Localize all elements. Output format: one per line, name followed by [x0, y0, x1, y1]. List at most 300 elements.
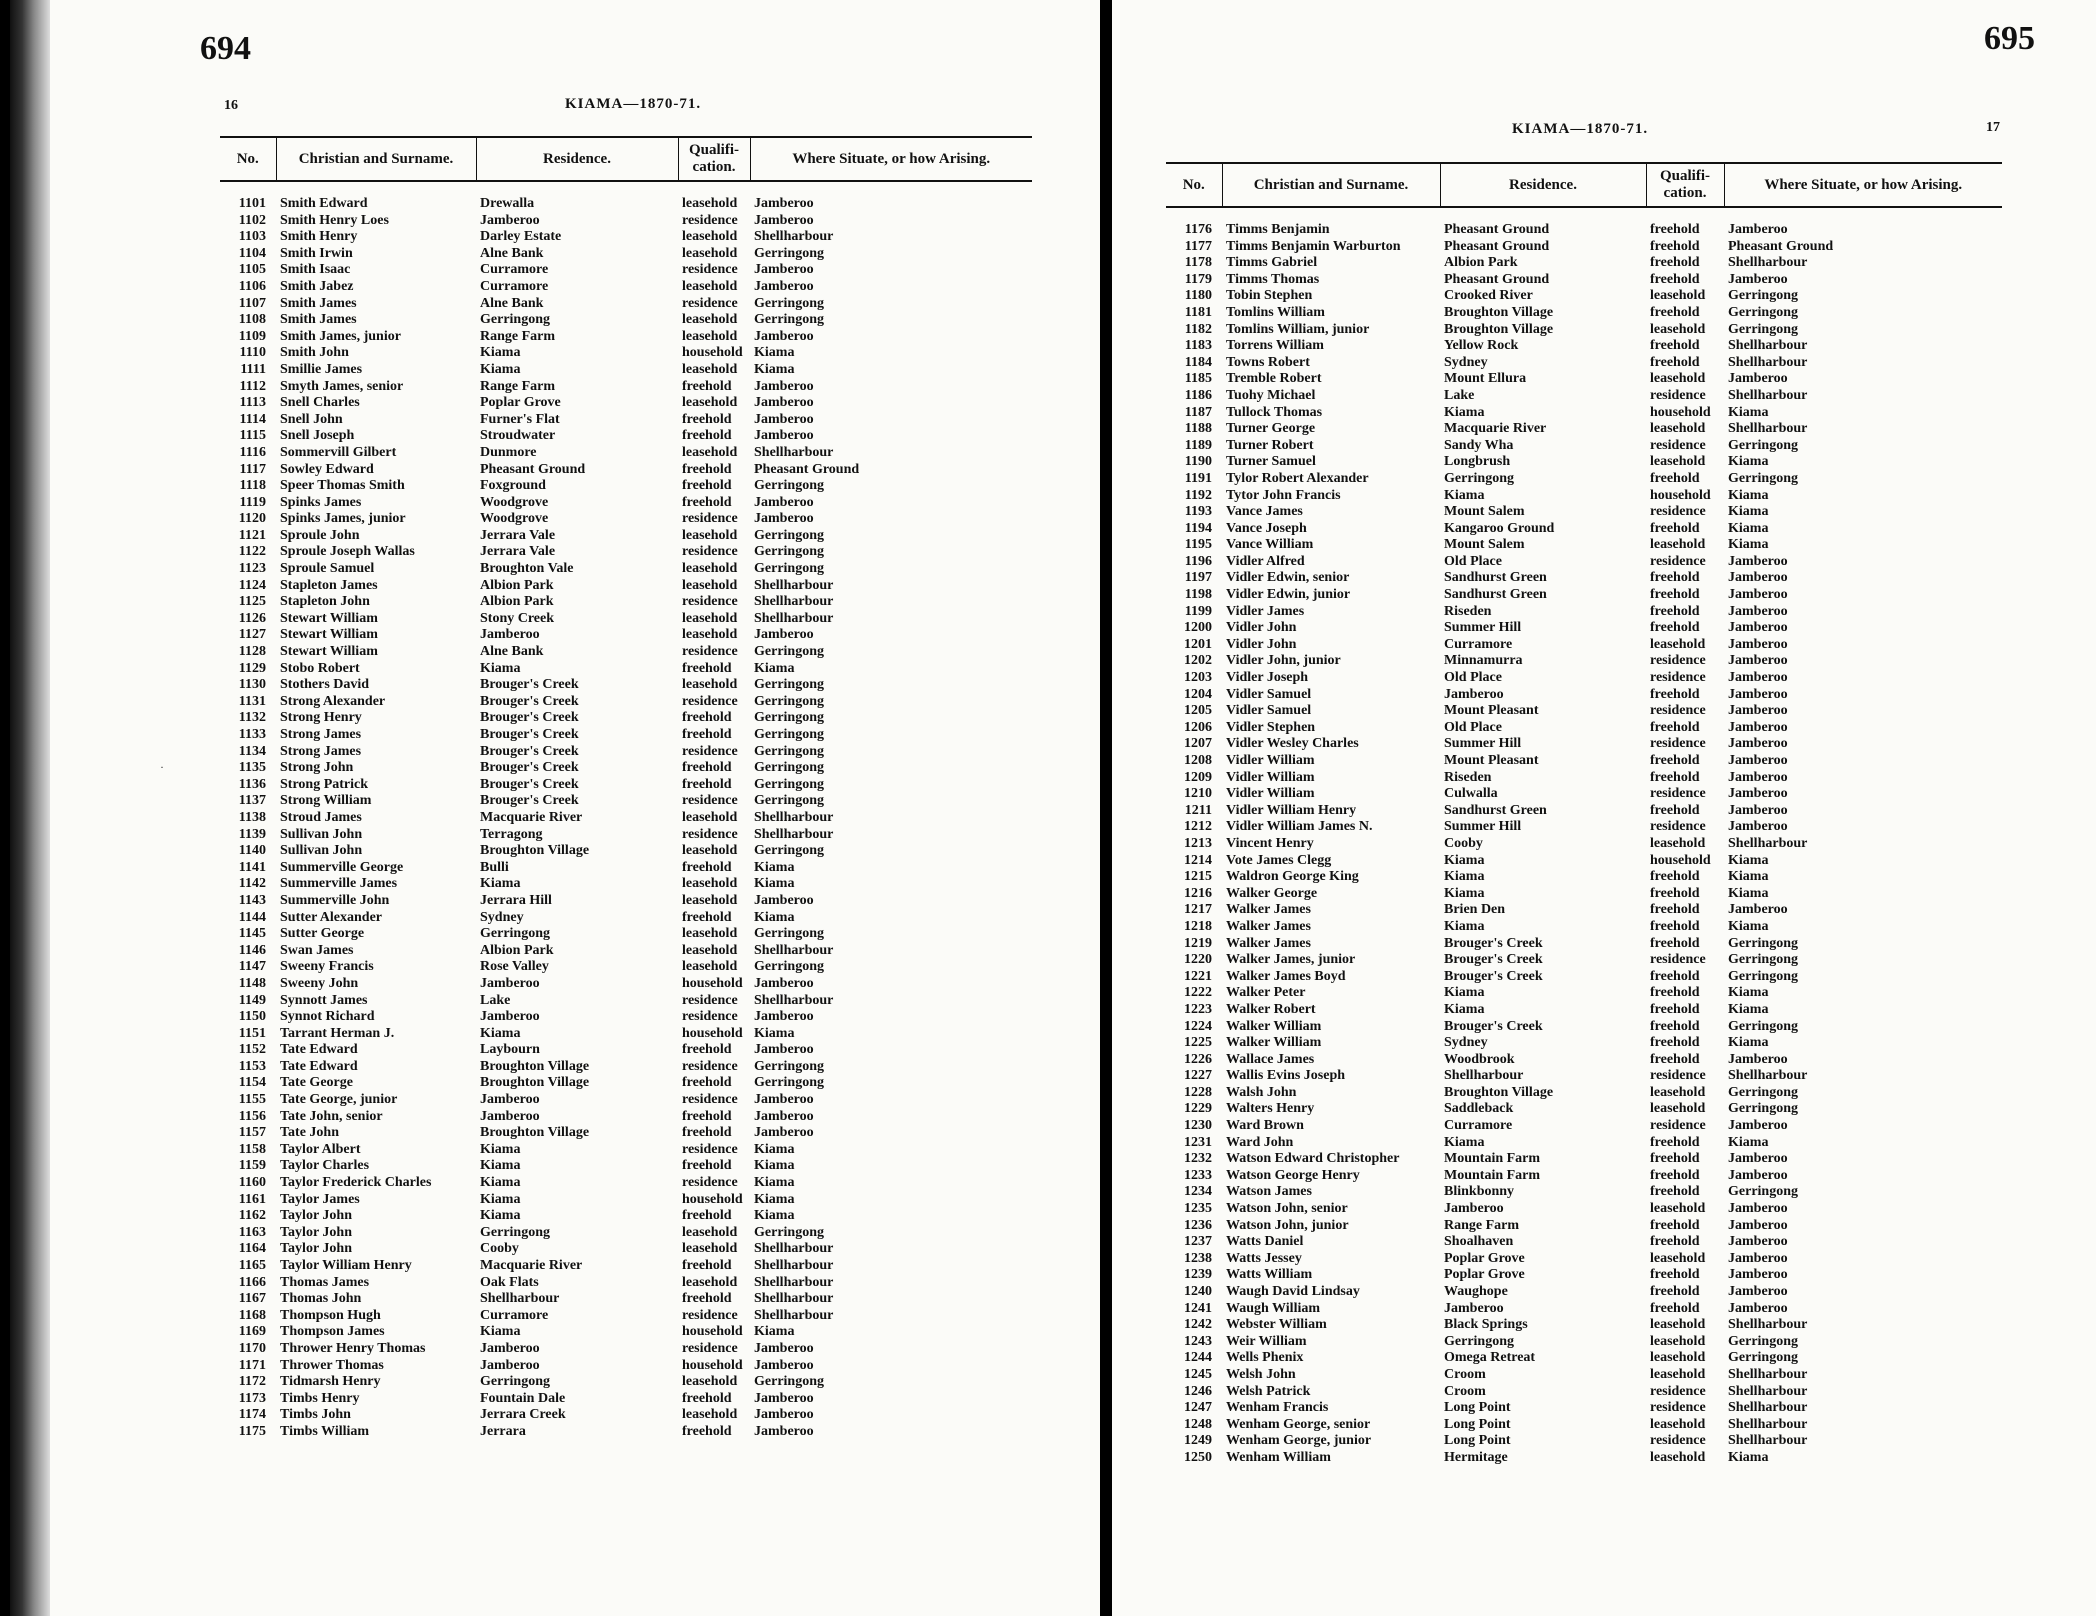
- table-row: [1166, 952, 2002, 969]
- entry-where-situate: Jamberoo: [754, 378, 814, 394]
- entry-name: Vidler William James N.: [1226, 819, 1373, 835]
- entry-qualification: residence: [682, 1340, 738, 1356]
- table-row: [1166, 1317, 2002, 1334]
- entry-residence: Gerringong: [480, 926, 550, 942]
- entry-name: Stewart William: [280, 610, 378, 626]
- entry-qualification: freehold: [682, 1158, 732, 1174]
- entry-residence: Brien Den: [1444, 902, 1506, 918]
- entry-number: 1160: [238, 1175, 266, 1191]
- entry-residence: Brouger's Creek: [1444, 1018, 1543, 1034]
- entry-qualification: residence: [1650, 1068, 1706, 1084]
- table-row: [220, 827, 1032, 844]
- entry-number: 1249: [1184, 1433, 1212, 1449]
- entry-qualification: residence: [682, 1141, 738, 1157]
- entry-residence: Summer Hill: [1444, 620, 1522, 636]
- table-row: [220, 1075, 1032, 1092]
- entry-residence: Cooby: [480, 1241, 519, 1257]
- entry-number: 1155: [238, 1092, 266, 1108]
- entry-number: 1125: [238, 594, 266, 610]
- entry-name: Ward Brown: [1226, 1118, 1304, 1134]
- entry-name: Sowley Edward: [280, 461, 374, 477]
- entry-name: Turner Robert: [1226, 437, 1314, 453]
- entry-where-situate: Gerringong: [754, 1058, 824, 1074]
- entry-residence: Fountain Dale: [480, 1390, 566, 1406]
- table-row: [220, 1407, 1032, 1424]
- table-row: [220, 428, 1032, 445]
- table-row: [220, 1391, 1032, 1408]
- entry-number: 1149: [238, 992, 266, 1008]
- entry-residence: Jerrara Creek: [480, 1407, 566, 1423]
- entry-number: 1171: [238, 1357, 266, 1373]
- entry-name: Vincent Henry: [1226, 835, 1314, 851]
- entry-where-situate: Jamberoo: [754, 196, 814, 211]
- entry-where-situate: Gerringong: [1728, 968, 1798, 984]
- entry-where-situate: Jamberoo: [1728, 222, 1788, 237]
- entry-name: Thomas John: [280, 1291, 362, 1307]
- entry-residence: Macquarie River: [1444, 421, 1547, 437]
- entry-where-situate: Kiama: [754, 1141, 795, 1157]
- entry-qualification: freehold: [1650, 1300, 1700, 1316]
- entry-where-situate: Kiama: [754, 909, 795, 925]
- table-row: [220, 329, 1032, 346]
- entry-number: 1153: [238, 1058, 266, 1074]
- entry-number: 1203: [1184, 670, 1212, 686]
- entry-qualification: leasehold: [1650, 1084, 1706, 1100]
- entry-residence: Mount Salem: [1444, 537, 1525, 553]
- entry-number: 1173: [238, 1390, 266, 1406]
- entry-residence: Jamberoo: [480, 212, 540, 228]
- entry-number: 1103: [238, 229, 266, 245]
- table-row: [1166, 886, 2002, 903]
- entry-name: Sutter Alexander: [280, 909, 383, 925]
- entry-qualification: freehold: [682, 1108, 732, 1124]
- entry-residence: Laybourn: [480, 1042, 540, 1058]
- entry-where-situate: Gerringong: [1728, 1184, 1798, 1200]
- entry-name: Wallace James: [1226, 1051, 1315, 1067]
- entry-qualification: residence: [1650, 786, 1706, 802]
- entry-where-situate: Jamberoo: [754, 1042, 814, 1058]
- entry-name: Watson James: [1226, 1184, 1312, 1200]
- entry-name: Thrower Henry Thomas: [280, 1340, 426, 1356]
- entry-number: 1142: [238, 876, 266, 892]
- entry-residence: Curramore: [1444, 636, 1513, 652]
- entry-residence: Brouger's Creek: [480, 776, 579, 792]
- entry-number: 1154: [238, 1075, 266, 1091]
- entry-qualification: leasehold: [1650, 1101, 1706, 1117]
- entry-residence: Jerrara Vale: [480, 544, 556, 560]
- entry-name: Smith Irwin: [280, 245, 353, 261]
- entry-qualification: leasehold: [682, 278, 738, 294]
- entry-number: 1135: [238, 760, 266, 776]
- entry-name: Waldron George King: [1226, 869, 1359, 885]
- entry-residence: Pheasant Ground: [1444, 222, 1550, 237]
- entry-number: 1231: [1184, 1134, 1212, 1150]
- table-row: [220, 312, 1032, 329]
- entry-where-situate: Jamberoo: [1728, 570, 1788, 586]
- entry-where-situate: Gerringong: [754, 743, 824, 759]
- table-row: [220, 1374, 1032, 1391]
- entry-number: 1234: [1184, 1184, 1212, 1200]
- entry-name: Smyth James, senior: [280, 378, 404, 394]
- entry-residence: Mount Pleasant: [1444, 753, 1539, 768]
- left-page: [10, 0, 1100, 1616]
- entry-name: Wenham William: [1226, 1449, 1331, 1465]
- entry-number: 1122: [238, 544, 266, 560]
- entry-residence: Brouger's Creek: [1444, 968, 1543, 984]
- table-row: [1166, 570, 2002, 587]
- entry-number: 1161: [238, 1191, 266, 1207]
- entry-number: 1144: [238, 909, 266, 925]
- table-row: [1166, 1234, 2002, 1251]
- entry-name: Wenham George, senior: [1226, 1416, 1371, 1432]
- entry-number: 1159: [238, 1158, 266, 1174]
- table-row: [1166, 1019, 2002, 1036]
- entry-number: 1124: [238, 577, 266, 593]
- entry-residence: Gerringong: [480, 1374, 550, 1390]
- entry-where-situate: Gerringong: [1728, 1084, 1798, 1100]
- entry-name: Walker Peter: [1226, 985, 1306, 1001]
- entry-qualification: leasehold: [682, 328, 738, 344]
- entry-qualification: residence: [682, 212, 738, 228]
- entry-qualification: freehold: [1650, 902, 1700, 918]
- entry-residence: Foxground: [480, 478, 546, 494]
- entry-where-situate: Gerringong: [1728, 1018, 1798, 1034]
- entry-residence: Blinkbonny: [1444, 1184, 1515, 1200]
- table-row: [1166, 1118, 2002, 1135]
- entry-number: 1195: [1184, 537, 1212, 553]
- entry-where-situate: Gerringong: [754, 677, 824, 693]
- entry-name: Smith James: [280, 312, 357, 328]
- entry-where-situate: Jamberoo: [754, 1125, 814, 1141]
- table-row: [220, 1059, 1032, 1076]
- entry-where-situate: Shellharbour: [754, 1241, 834, 1257]
- entry-name: Smith James, junior: [280, 328, 401, 344]
- entry-name: Walker William: [1226, 1018, 1322, 1034]
- table-row: [1166, 985, 2002, 1002]
- entry-where-situate: Kiama: [1728, 454, 1769, 470]
- entry-residence: Mount Pleasant: [1444, 703, 1539, 719]
- table-row: [220, 1358, 1032, 1375]
- entry-where-situate: Gerringong: [1728, 321, 1798, 337]
- table-row: [1166, 736, 2002, 753]
- entry-residence: Mountain Farm: [1444, 1151, 1541, 1167]
- entry-residence: Kiama: [480, 660, 521, 676]
- left-running-title: KIAMA—1870-71.: [565, 96, 702, 112]
- table-row: [220, 1175, 1032, 1192]
- entry-qualification: household: [682, 1357, 743, 1373]
- table-row: [1166, 1417, 2002, 1434]
- entry-residence: Dunmore: [480, 444, 537, 460]
- entry-qualification: leasehold: [682, 312, 738, 328]
- entry-residence: Broughton Village: [1444, 304, 1554, 320]
- entry-residence: Curramore: [480, 262, 549, 278]
- entry-number: 1194: [1184, 520, 1212, 536]
- table-row: [220, 1042, 1032, 1059]
- entry-residence: Woodgrove: [480, 511, 549, 527]
- table-row: [220, 246, 1032, 263]
- entry-name: Watson George Henry: [1226, 1167, 1360, 1183]
- entry-residence: Kiama: [1444, 1001, 1485, 1017]
- entry-name: Wenham Francis: [1226, 1400, 1329, 1416]
- entry-qualification: household: [682, 1191, 743, 1207]
- entry-number: 1219: [1184, 935, 1212, 951]
- entry-qualification: leasehold: [682, 809, 738, 825]
- table-row: [220, 677, 1032, 694]
- right-sheet-number: 695: [1984, 20, 2035, 57]
- entry-name: Tomlins William, junior: [1226, 321, 1370, 337]
- table-row: [220, 976, 1032, 993]
- table-row: [220, 810, 1032, 827]
- table-row: [1166, 1301, 2002, 1318]
- entry-number: 1177: [1184, 238, 1212, 254]
- table-row: [220, 777, 1032, 794]
- entry-where-situate: Jamberoo: [1728, 1167, 1788, 1183]
- entry-residence: Kiama: [480, 1141, 521, 1157]
- entry-name: Weir William: [1226, 1333, 1307, 1349]
- entry-name: Sweeny Francis: [280, 959, 374, 975]
- entry-where-situate: Shellharbour: [754, 1307, 834, 1323]
- entry-number: 1128: [238, 644, 266, 660]
- entry-where-situate: Jamberoo: [754, 212, 814, 228]
- entry-residence: Brouger's Creek: [480, 793, 579, 809]
- col-header-no: No.: [220, 137, 276, 181]
- entry-where-situate: Shellharbour: [754, 1274, 834, 1290]
- entry-name: Taylor Charles: [280, 1158, 370, 1174]
- entry-number: 1237: [1184, 1234, 1212, 1250]
- entry-number: 1170: [238, 1340, 266, 1356]
- entry-where-situate: Jamberoo: [754, 1390, 814, 1406]
- table-row: [1166, 853, 2002, 870]
- entry-qualification: residence: [1650, 653, 1706, 669]
- entry-number: 1239: [1184, 1267, 1212, 1283]
- entry-residence: Alne Bank: [480, 245, 544, 261]
- entry-residence: Mountain Farm: [1444, 1167, 1541, 1183]
- table-row: [220, 694, 1032, 711]
- entry-qualification: residence: [1650, 504, 1706, 520]
- entry-name: Vidler William: [1226, 753, 1315, 768]
- entry-where-situate: Jamberoo: [1728, 603, 1788, 619]
- entry-qualification: leasehold: [682, 1241, 738, 1257]
- entry-residence: Culwalla: [1444, 786, 1498, 802]
- entry-number: 1175: [238, 1423, 266, 1439]
- entry-number: 1208: [1184, 753, 1212, 768]
- right-running-title: KIAMA—1870-71.: [1512, 121, 1649, 137]
- entry-qualification: leasehold: [682, 561, 738, 577]
- entry-qualification: residence: [1650, 553, 1706, 569]
- entry-number: 1183: [1184, 338, 1212, 354]
- entry-qualification: household: [682, 345, 743, 361]
- entry-residence: Sandhurst Green: [1444, 587, 1547, 603]
- entry-name: Snell John: [280, 411, 343, 427]
- entry-where-situate: Jamberoo: [754, 428, 814, 444]
- entry-residence: Pheasant Ground: [1444, 238, 1550, 254]
- entry-name: Spinks James, junior: [280, 511, 406, 527]
- entry-residence: Rose Valley: [480, 959, 549, 975]
- entry-qualification: residence: [1650, 1400, 1706, 1416]
- entry-number: 1112: [239, 378, 266, 394]
- entry-where-situate: Shellharbour: [754, 594, 834, 610]
- entry-name: Summerville John: [280, 892, 390, 908]
- entry-name: Taylor James: [280, 1191, 360, 1207]
- entry-number: 1211: [1184, 802, 1212, 818]
- entry-number: 1248: [1184, 1416, 1212, 1432]
- entry-residence: Terragong: [480, 826, 543, 842]
- table-row: [1166, 1002, 2002, 1019]
- entry-name: Watson John, junior: [1226, 1217, 1349, 1233]
- entry-qualification: leasehold: [1650, 371, 1706, 387]
- entry-residence: Pheasant Ground: [480, 461, 586, 477]
- entry-number: 1111: [240, 361, 266, 377]
- entry-name: Speer Thomas Smith: [280, 478, 405, 494]
- table-row: [1166, 1400, 2002, 1417]
- entry-where-situate: Kiama: [1728, 869, 1769, 885]
- entry-name: Vidler William: [1226, 769, 1315, 785]
- entry-qualification: residence: [1650, 1118, 1706, 1134]
- table-row: [220, 379, 1032, 396]
- entry-where-situate: Gerringong: [1728, 304, 1798, 320]
- entry-qualification: leasehold: [682, 1374, 738, 1390]
- entry-qualification: freehold: [1650, 1001, 1700, 1017]
- entry-number: 1193: [1184, 504, 1212, 520]
- entry-qualification: freehold: [682, 428, 732, 444]
- entry-residence: Alne Bank: [480, 295, 544, 311]
- entry-name: Vidler John, junior: [1226, 653, 1341, 669]
- entry-number: 1202: [1184, 653, 1212, 669]
- entry-where-situate: Jamberoo: [1728, 686, 1788, 702]
- entry-name: Vidler John: [1226, 636, 1297, 652]
- table-row: [220, 495, 1032, 512]
- entry-where-situate: Gerringong: [754, 843, 824, 859]
- entry-number: 1236: [1184, 1217, 1212, 1233]
- entry-where-situate: Jamberoo: [754, 1009, 814, 1025]
- entry-where-situate: Jamberoo: [1728, 736, 1788, 752]
- table-row: [1166, 1350, 2002, 1367]
- entry-name: Sullivan John: [280, 826, 363, 842]
- entry-where-situate: Gerringong: [754, 295, 824, 311]
- entry-residence: Jerrara: [480, 1423, 526, 1439]
- table-row: [220, 213, 1032, 230]
- entry-residence: Curramore: [1444, 1118, 1513, 1134]
- table-row: [220, 544, 1032, 561]
- entry-number: 1132: [238, 710, 266, 726]
- entry-residence: Kiama: [480, 876, 521, 892]
- entry-qualification: freehold: [682, 660, 732, 676]
- entry-where-situate: Jamberoo: [1728, 553, 1788, 569]
- entry-number: 1210: [1184, 786, 1212, 802]
- book-binding-shadow: [10, 0, 50, 1616]
- entry-number: 1182: [1184, 321, 1212, 337]
- entry-number: 1196: [1184, 553, 1212, 569]
- entry-name: Thompson Hugh: [280, 1307, 381, 1323]
- entry-where-situate: Shellharbour: [754, 610, 834, 626]
- entry-qualification: freehold: [1650, 1151, 1700, 1167]
- entry-name: Timms Benjamin: [1226, 222, 1330, 237]
- entry-where-situate: Gerringong: [754, 1224, 824, 1240]
- entry-number: 1158: [238, 1141, 266, 1157]
- entry-residence: Jamberoo: [480, 1009, 540, 1025]
- table-row: [1166, 1184, 2002, 1201]
- entry-residence: Oak Flats: [480, 1274, 539, 1290]
- table-row: [1166, 637, 2002, 654]
- entry-where-situate: Jamberoo: [1728, 902, 1788, 918]
- entry-where-situate: Kiama: [754, 876, 795, 892]
- entry-residence: Jamberoo: [480, 627, 540, 643]
- table-row: [1166, 687, 2002, 704]
- table-row: [1166, 554, 2002, 571]
- entry-number: 1140: [238, 843, 266, 859]
- entry-where-situate: Kiama: [754, 1191, 795, 1207]
- entry-where-situate: Shellharbour: [1728, 354, 1808, 370]
- table-row: [220, 959, 1032, 976]
- entry-qualification: freehold: [1650, 222, 1700, 237]
- entry-qualification: residence: [682, 544, 738, 560]
- entry-name: Sommervill Gilbert: [280, 444, 397, 460]
- entry-qualification: freehold: [682, 760, 732, 776]
- entry-name: Taylor John: [280, 1241, 352, 1257]
- entry-where-situate: Jamberoo: [1728, 371, 1788, 387]
- entry-residence: Shellharbour: [480, 1291, 560, 1307]
- table-row: [1166, 454, 2002, 471]
- entry-residence: Sandy Wha: [1444, 437, 1514, 453]
- entry-number: 1102: [238, 212, 266, 228]
- entry-where-situate: Jamberoo: [754, 892, 814, 908]
- entry-qualification: freehold: [1650, 620, 1700, 636]
- entry-residence: Pheasant Ground: [1444, 271, 1550, 287]
- entry-where-situate: Shellharbour: [754, 229, 834, 245]
- entry-where-situate: Jamberoo: [754, 1092, 814, 1108]
- entry-qualification: freehold: [1650, 470, 1700, 486]
- entry-where-situate: Kiama: [1728, 404, 1769, 420]
- entry-name: Taylor Albert: [280, 1141, 361, 1157]
- entry-residence: Brouger's Creek: [1444, 952, 1543, 968]
- entry-where-situate: Kiama: [1728, 487, 1769, 503]
- entry-qualification: leasehold: [682, 843, 738, 859]
- entry-qualification: freehold: [682, 776, 732, 792]
- entry-qualification: freehold: [1650, 238, 1700, 254]
- entry-number: 1156: [238, 1108, 266, 1124]
- entry-number: 1246: [1184, 1383, 1212, 1399]
- entry-residence: Macquarie River: [480, 809, 583, 825]
- table-row: [220, 395, 1032, 412]
- entry-name: Tobin Stephen: [1226, 288, 1313, 304]
- table-row: [220, 1241, 1032, 1258]
- entry-residence: Jamberoo: [480, 1092, 540, 1108]
- entry-residence: Kiama: [480, 1175, 521, 1191]
- entry-number: 1221: [1184, 968, 1212, 984]
- entry-name: Tytor John Francis: [1226, 487, 1341, 503]
- entry-number: 1121: [238, 527, 266, 543]
- entry-where-situate: Shellharbour: [1728, 1433, 1808, 1449]
- entry-name: Taylor John: [280, 1208, 352, 1224]
- table-row: [1166, 1035, 2002, 1052]
- entry-where-situate: Gerringong: [754, 727, 824, 742]
- entry-qualification: leasehold: [682, 876, 738, 892]
- entry-qualification: freehold: [682, 478, 732, 494]
- entry-name: Tremble Robert: [1226, 371, 1322, 387]
- entry-name: Welsh John: [1226, 1366, 1296, 1382]
- entry-residence: Hermitage: [1444, 1449, 1508, 1465]
- entry-number: 1209: [1184, 769, 1212, 785]
- entry-where-situate: Jamberoo: [754, 1407, 814, 1423]
- entry-name: Smith Jabez: [280, 278, 354, 294]
- entry-qualification: freehold: [1650, 918, 1700, 934]
- entry-qualification: freehold: [1650, 802, 1700, 818]
- entry-number: 1186: [1184, 387, 1212, 403]
- entry-number: 1105: [238, 262, 266, 278]
- entry-residence: Broughton Village: [480, 843, 590, 859]
- entry-qualification: household: [682, 1025, 743, 1041]
- entry-name: Strong James: [280, 727, 362, 742]
